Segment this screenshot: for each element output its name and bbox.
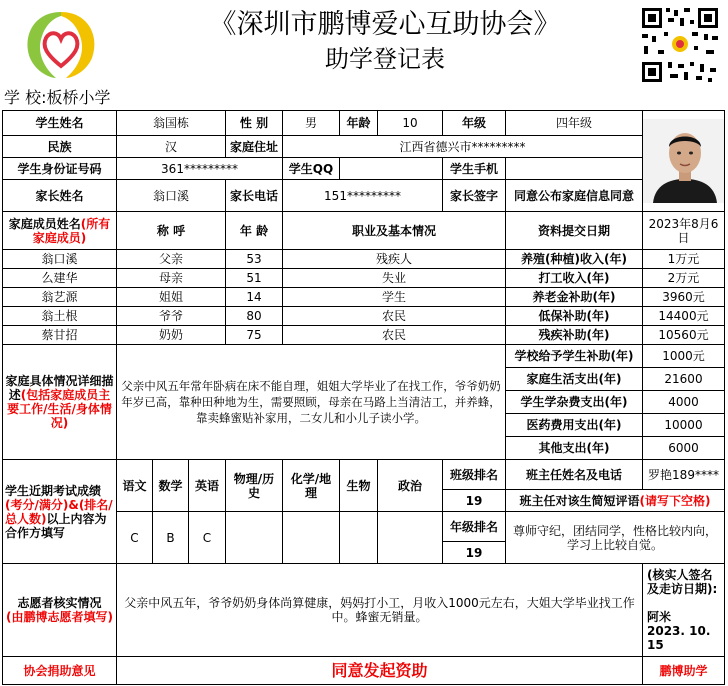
grade-cell[interactable] [340, 512, 378, 564]
age-label: 年龄 [340, 111, 378, 136]
student-id-label: 学生身份证号码 [3, 158, 117, 180]
income-label: 打工收入(年) [506, 269, 643, 288]
income-label: 低保补助(年) [506, 307, 643, 326]
member-name[interactable]: 翁艺源 [3, 288, 117, 307]
member-age[interactable]: 51 [226, 269, 283, 288]
ethnicity-label: 民族 [3, 136, 117, 158]
address-value[interactable]: 江西省德兴市********* [283, 136, 643, 158]
family-header-label-b: (所有家庭成员) [32, 216, 111, 245]
exam-label-c: 以上内容为合作方填写 [5, 511, 107, 540]
teacher-comment[interactable]: 尊师守纪，团结同学，性格比较内向，学习上比较自觉。 [506, 512, 725, 564]
member-age[interactable]: 53 [226, 250, 283, 269]
expense-value[interactable]: 4000 [643, 391, 725, 414]
verifier-name[interactable]: 阿米 [647, 610, 672, 624]
subject-header: 生物 [340, 460, 378, 512]
subject-header: 化学/地理 [283, 460, 340, 512]
subject-header: 英语 [189, 460, 226, 512]
member-call[interactable]: 姐姐 [117, 288, 226, 307]
student-photo-icon [643, 119, 725, 203]
situation-text[interactable]: 父亲中风五年常年卧病在床不能自理，姐姐大学毕业了在找工作，爷爷奶奶年岁已高，靠种田种地为生，需要照顾，母亲在马路上当清洁工，并养蜂，靠卖蜂蜜贴补家用，二女儿和小儿子读小学。 [117, 345, 506, 460]
grade-cell[interactable] [378, 512, 443, 564]
member-name[interactable]: 蔡甘招 [3, 326, 117, 345]
expense-value[interactable]: 6000 [643, 437, 725, 460]
member-age[interactable]: 75 [226, 326, 283, 345]
family-age-label: 年 龄 [226, 212, 283, 250]
expense-label: 学校给予学生补助(年) [506, 345, 643, 368]
situation-label-a: 家庭具体情况详细描述 [5, 374, 114, 402]
income-label: 养老金补助(年) [506, 288, 643, 307]
verifier-label: (核实人签名及走访日期): [647, 568, 718, 596]
subject-header: 数学 [153, 460, 189, 512]
family-header-label-a: 家庭成员姓名 [8, 216, 81, 231]
student-name-label: 学生姓名 [3, 111, 117, 136]
subject-header: 语文 [117, 460, 153, 512]
student-qq-label: 学生QQ [283, 158, 340, 180]
grade-rank-value[interactable]: 19 [443, 542, 506, 564]
member-job[interactable]: 农民 [283, 307, 506, 326]
grade-cell[interactable]: B [153, 512, 189, 564]
member-job[interactable]: 失业 [283, 269, 506, 288]
member-job[interactable]: 残疾人 [283, 250, 506, 269]
school-line: 学 校:板桥小学 [4, 88, 111, 107]
donation-decision[interactable]: 同意发起资助 [117, 657, 643, 685]
income-value[interactable]: 3960元 [643, 288, 725, 307]
income-value[interactable]: 2万元 [643, 269, 725, 288]
org-name: 鹏博助学 [643, 657, 725, 685]
student-photo [643, 119, 725, 203]
student-phone-label: 学生手机 [443, 158, 506, 180]
submit-date-value[interactable]: 2023年8月6日 [643, 212, 725, 250]
gender-value[interactable]: 男 [283, 111, 340, 136]
student-qq-value[interactable] [340, 158, 443, 180]
member-call[interactable]: 母亲 [117, 269, 226, 288]
parent-sign-label: 家长签字 [443, 180, 506, 212]
volunteer-label [3, 564, 117, 657]
income-value[interactable]: 10560元 [643, 326, 725, 345]
exam-label [3, 460, 117, 564]
volunteer-text[interactable]: 父亲中风五年，爷爷奶奶身体尚算健康，妈妈打小工，月收入1000元左右，大姐大学毕业找工作中。蜂蜜无销量。 [117, 564, 643, 657]
grade-cell[interactable] [226, 512, 283, 564]
address-label: 家庭住址 [226, 136, 283, 158]
subject-header: 物理/历史 [226, 460, 283, 512]
student-phone-value[interactable] [506, 158, 643, 180]
grade-value[interactable]: 四年级 [506, 111, 643, 136]
member-call[interactable]: 爷爷 [117, 307, 226, 326]
page-subtitle: 助学登记表 [325, 45, 445, 73]
member-name[interactable]: 么建华 [3, 269, 117, 288]
teacher-value[interactable]: 罗艳189**** [643, 460, 725, 490]
member-name[interactable]: 翁土根 [3, 307, 117, 326]
parent-name-label: 家长姓名 [3, 180, 117, 212]
volunteer-label-a: 志愿者核实情况 [17, 596, 102, 610]
exam-label-b: (考分/满分)&(排名/总人数) [5, 497, 113, 526]
family-job-label: 职业及基本情况 [283, 212, 506, 250]
situation-label-b: (包括家庭成员主要工作/生活/身体情况) [7, 388, 112, 430]
qr-code-icon [640, 6, 720, 84]
verify-date[interactable]: 2023. 10. 15 [647, 624, 711, 652]
consent-note: 同意公布家庭信息同意 [506, 180, 643, 212]
ethnicity-value[interactable]: 汉 [117, 136, 226, 158]
expense-value[interactable]: 1000元 [643, 345, 725, 368]
verifier-cell [643, 564, 725, 657]
photo-cell [643, 111, 725, 212]
grade-label: 年级 [443, 111, 506, 136]
comment-label-note: (请写下空格) [639, 493, 711, 508]
expense-value[interactable]: 10000 [643, 414, 725, 437]
member-name[interactable]: 翁口溪 [3, 250, 117, 269]
heart-hands-logo-icon [16, 6, 106, 84]
expense-label: 家庭生活支出(年) [506, 368, 643, 391]
gender-label: 性 别 [226, 111, 283, 136]
comment-label-main: 班主任对该生简短评语 [519, 493, 640, 508]
family-header-label [3, 212, 117, 250]
age-value[interactable]: 10 [378, 111, 443, 136]
student-name[interactable]: 翁国栋 [117, 111, 226, 136]
member-age[interactable]: 14 [226, 288, 283, 307]
member-call[interactable]: 奶奶 [117, 326, 226, 345]
grade-rank-label: 年级排名 [443, 512, 506, 542]
class-rank-value[interactable]: 19 [443, 490, 506, 512]
member-job[interactable]: 学生 [283, 288, 506, 307]
member-age[interactable]: 80 [226, 307, 283, 326]
grade-cell[interactable] [283, 512, 340, 564]
income-value[interactable]: 1万元 [643, 250, 725, 269]
expense-label: 医药费用支出(年) [506, 414, 643, 437]
donation-opinion-label: 协会捐助意见 [3, 657, 117, 685]
income-label: 残疾补助(年) [506, 326, 643, 345]
qr-code[interactable] [640, 6, 720, 84]
student-id-value[interactable]: 361********* [117, 158, 283, 180]
parent-phone-value[interactable]: 151********* [283, 180, 443, 212]
class-rank-label: 班级排名 [443, 460, 506, 490]
parent-phone-label: 家长电话 [226, 180, 283, 212]
member-call[interactable]: 父亲 [117, 250, 226, 269]
parent-name-value[interactable]: 翁口溪 [117, 180, 226, 212]
grade-cell[interactable]: C [117, 512, 153, 564]
page-title: 《深圳市鹏博爱心互助协会》 [209, 9, 561, 40]
income-label: 养殖(种植)收入(年) [506, 250, 643, 269]
member-job[interactable]: 农民 [283, 326, 506, 345]
logo [16, 6, 106, 84]
family-call-label: 称 呼 [117, 212, 226, 250]
situation-label [3, 345, 117, 460]
expense-value[interactable]: 21600 [643, 368, 725, 391]
expense-label: 其他支出(年) [506, 437, 643, 460]
volunteer-label-b: (由鹏博志愿者填写) [6, 610, 113, 624]
exam-label-a: 学生近期考试成绩 [5, 483, 102, 498]
teacher-label: 班主任姓名及电话 [506, 460, 643, 490]
comment-label [506, 490, 725, 512]
subject-header: 政治 [378, 460, 443, 512]
expense-label: 学生学杂费支出(年) [506, 391, 643, 414]
submit-date-label: 资料提交日期 [506, 212, 643, 250]
income-value[interactable]: 14400元 [643, 307, 725, 326]
grade-cell[interactable]: C [189, 512, 226, 564]
registration-form [2, 110, 725, 685]
